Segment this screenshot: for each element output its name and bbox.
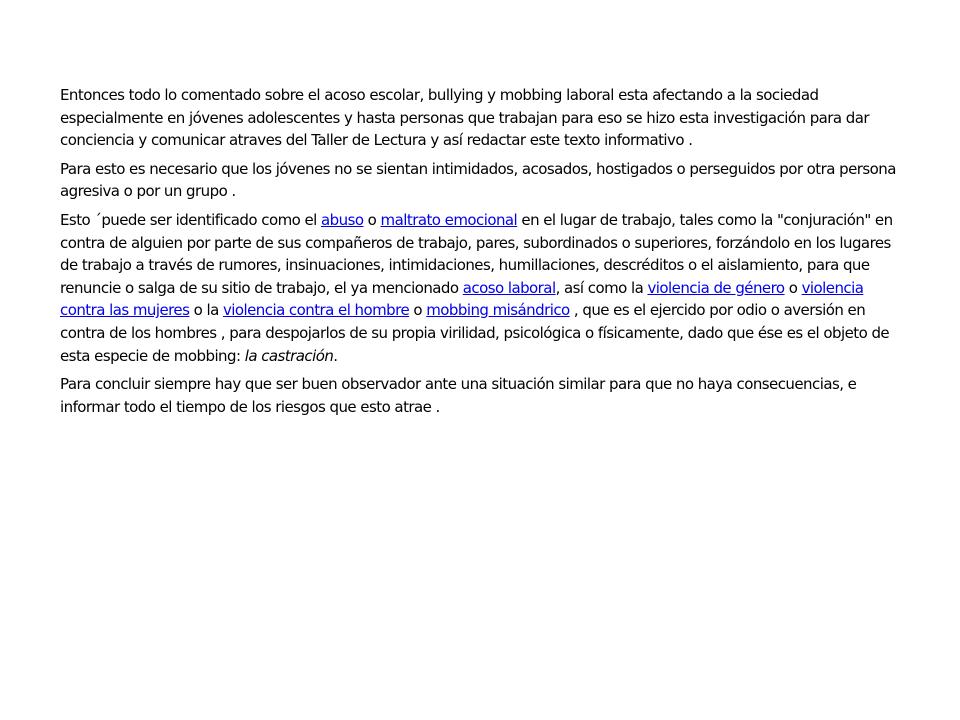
- text-segment: en el lugar de trabajo, tales como la "conjuración" en contra de alguien por parte de sus compañeros de trabajo, pares, subordinados o superiores, forzándolo en los lugares de trabajo a través de rumores, insinuaciones, intimidaciones, humillaciones, descréditos o el aislamiento, para que renuncie o salga de su sitio de trabajo, el ya mencionado: [60, 210, 893, 297]
- text-segment: o: [409, 301, 427, 320]
- link-maltrato-emocional[interactable]: maltrato emocional: [380, 210, 518, 229]
- text-segment: Esto ´puede ser identificado como el: [60, 210, 321, 229]
- paragraph-necessity: Para esto es necesario que los jóvenes no se sientan intimidados, acosados, hostigados o perseguidos por otra persona agresiva o por un grupo .: [60, 159, 896, 201]
- link-violencia-de-genero[interactable]: violencia de género: [647, 278, 785, 297]
- text-segment: , así como la: [555, 278, 648, 297]
- text-segment: o la: [189, 301, 223, 320]
- text-segment: .: [333, 346, 338, 365]
- text-segment: o: [784, 278, 802, 297]
- text-body: [60, 84, 902, 424]
- paragraph-conclusion: Para concluir siempre hay que ser buen observador ante una situación similar para que no haya consecuencias, e informar todo el tiempo de los riesgos que esto atrae .: [60, 375, 857, 416]
- paragraph-identification: [60, 209, 902, 367]
- link-violencia-contra-el-hombre[interactable]: violencia contra el hombre: [222, 301, 410, 320]
- link-abuso[interactable]: abuso: [321, 210, 364, 229]
- text-segment: o: [363, 210, 381, 229]
- link-violencia-contra-las-mujeres[interactable]: violencia contra las mujeres: [60, 278, 864, 320]
- text-segment: , que es el ejercido por odio o aversión en contra de los hombres , para despojarlos de su propia virilidad, psicológica o físicamente, dado que ése es el objeto de esta especie de mobbing:: [60, 301, 890, 365]
- link-mobbing-misandrico[interactable]: mobbing misándrico: [426, 301, 570, 320]
- paragraph-intro: Entonces todo lo comentado sobre el acoso escolar, bullying y mobbing laboral esta afectando a la sociedad especialmente en jóvenes adolescentes y hasta personas que trabajan para eso se hizo esta investigación para dar conciencia y comunicar atraves del Taller de Lectura y así redactar este texto informativo .: [60, 86, 870, 150]
- italic-term-castracion: la castración: [244, 346, 334, 365]
- link-acoso-laboral[interactable]: acoso laboral: [462, 278, 556, 297]
